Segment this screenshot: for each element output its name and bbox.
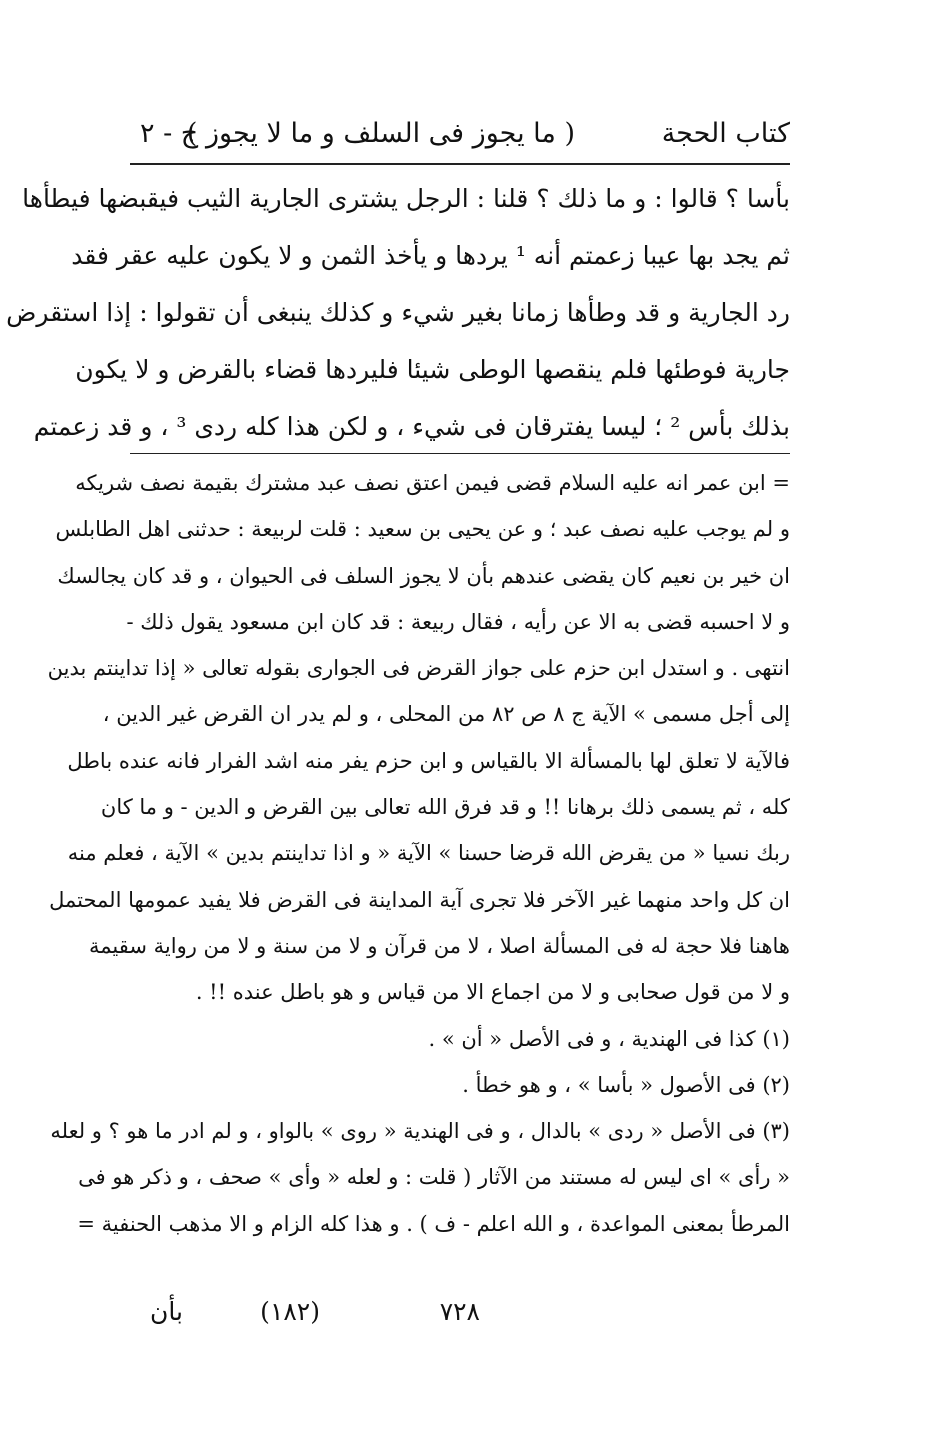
running-header bbox=[130, 108, 790, 160]
section-title: ( ما يجوز فى السلف و ما لا يجوز ) bbox=[186, 118, 575, 149]
volume-number: ج - ٢ bbox=[140, 118, 199, 149]
footnote-line: = ابن عمر انه عليه السلام قضى فيمن اعتق نصف عبد مشترك بقيمة نصف شريكه bbox=[75, 471, 790, 495]
page-footer bbox=[130, 1290, 790, 1334]
footnote-line: كله ، ثم يسمى ذلك برهانا !! و قد فرق الله تعالى بين القرض و الدين - و ما كان bbox=[100, 795, 790, 820]
section-number: (١٨٢) bbox=[260, 1297, 320, 1326]
header-rule bbox=[130, 163, 790, 165]
text-line: رد الجارية و قد وطأها زمانا بغير شيء و كذلك ينبغى أن تقولوا : إذا استقرض bbox=[6, 298, 790, 327]
footnote-line: و لا من قول صحابى و لا من اجماع الا من قياس و هو باطل عنده !! . bbox=[195, 980, 790, 1005]
footnote-line: ان كل واحد منهما غير الآخر فلا تجرى آية المداينة فى القرض فلا يفيد عمومها المحتمل bbox=[49, 887, 790, 912]
book-title: كتاب الحجة bbox=[661, 118, 790, 149]
text-line: ثم يجد بها عيبا زعمتم أنه ¹ يردها و يأخذ الثمن و لا يكون عليه عقر فقد bbox=[71, 241, 790, 270]
footnote-line: « رأى » اى ليس له مستند من الآثار ( قلت : و لعله « وأى » صحف ، و ذكر هو فى bbox=[78, 1165, 790, 1190]
main-text bbox=[6, 170, 790, 455]
footnote-line: إلى أجل مسمى » الآية ج ٨ ص ٨٢ من المحلى ، و لم يدر ان القرض غير الدين ، bbox=[102, 702, 790, 727]
footnote-line: المرطأ بمعنى المواعدة ، و الله اعلم - ف ) . و هذا كله الزام و الا مذهب الحنفية = bbox=[77, 1211, 790, 1236]
footnote-line: و لم يوجب عليه نصف عبد ؛ و عن يحيى بن سعيد : قلت لربيعة : حدثنى اهل الطابلس bbox=[55, 517, 790, 542]
footnote-separator bbox=[130, 453, 790, 454]
page-number: ٧٢٨ bbox=[439, 1297, 480, 1326]
footnote-line: (١) كذا فى الهندية ، و فى الأصل « أن » . bbox=[428, 1026, 790, 1051]
catchword: بأن bbox=[150, 1297, 183, 1326]
footnote-line: (٣) فى الأصل « ردى » بالدال ، و فى الهندية « روى » بالواو ، و لم ادر ما هو ؟ و لعله bbox=[50, 1119, 790, 1144]
footnote-line: هاهنا فلا حجة له فى المسألة اصلا ، لا من قرآن و لا من سنة و لا من رواية سقيمة bbox=[89, 933, 790, 958]
footnote-line: ان خير بن نعيم كان يقضى عندهم بأن لا يجوز السلف فى الحيوان ، و قد كان يجالسك bbox=[57, 563, 790, 588]
text-line: جارية فوطئها فلم ينقصها الوطى شيئا فليردها قضاء بالقرض و لا يكون bbox=[75, 355, 790, 384]
footnotes bbox=[47, 460, 790, 1247]
footnote-line: و لا احسبه قضى به الا عن رأيه ، فقال ربيعة : قد كان ابن مسعود يقول ذلك - bbox=[126, 609, 790, 634]
text-line: بذلك بأس ² ؛ ليسا يفترقان فى شيء ، و لكن هذا كله ردى ³ ، و قد زعمتم bbox=[33, 412, 790, 441]
footnote-line: ربك نسيا « من يقرض الله قرضا حسنا » الآية « و اذا تداينتم بدين » الآية ، فعلم منه bbox=[67, 841, 790, 866]
footnote-line: انتهى . و استدل ابن حزم على جواز القرض فى الجوارى بقوله تعالى « إذا تداينتم بدين bbox=[47, 656, 790, 681]
footnote-line: (٢) فى الأصول « بأسا » ، و هو خطأ . bbox=[462, 1072, 790, 1097]
footnote-line: فالآية لا تعلق لها بالمسألة الا بالقياس و ابن حزم يفر منه اشد الفرار فانه عنده باطل bbox=[67, 748, 790, 773]
text-line: بأسا ؟ قالوا : و ما ذلك ؟ قلنا : الرجل يشترى الجارية الثيب فيقبضها فيطأها bbox=[22, 184, 790, 213]
